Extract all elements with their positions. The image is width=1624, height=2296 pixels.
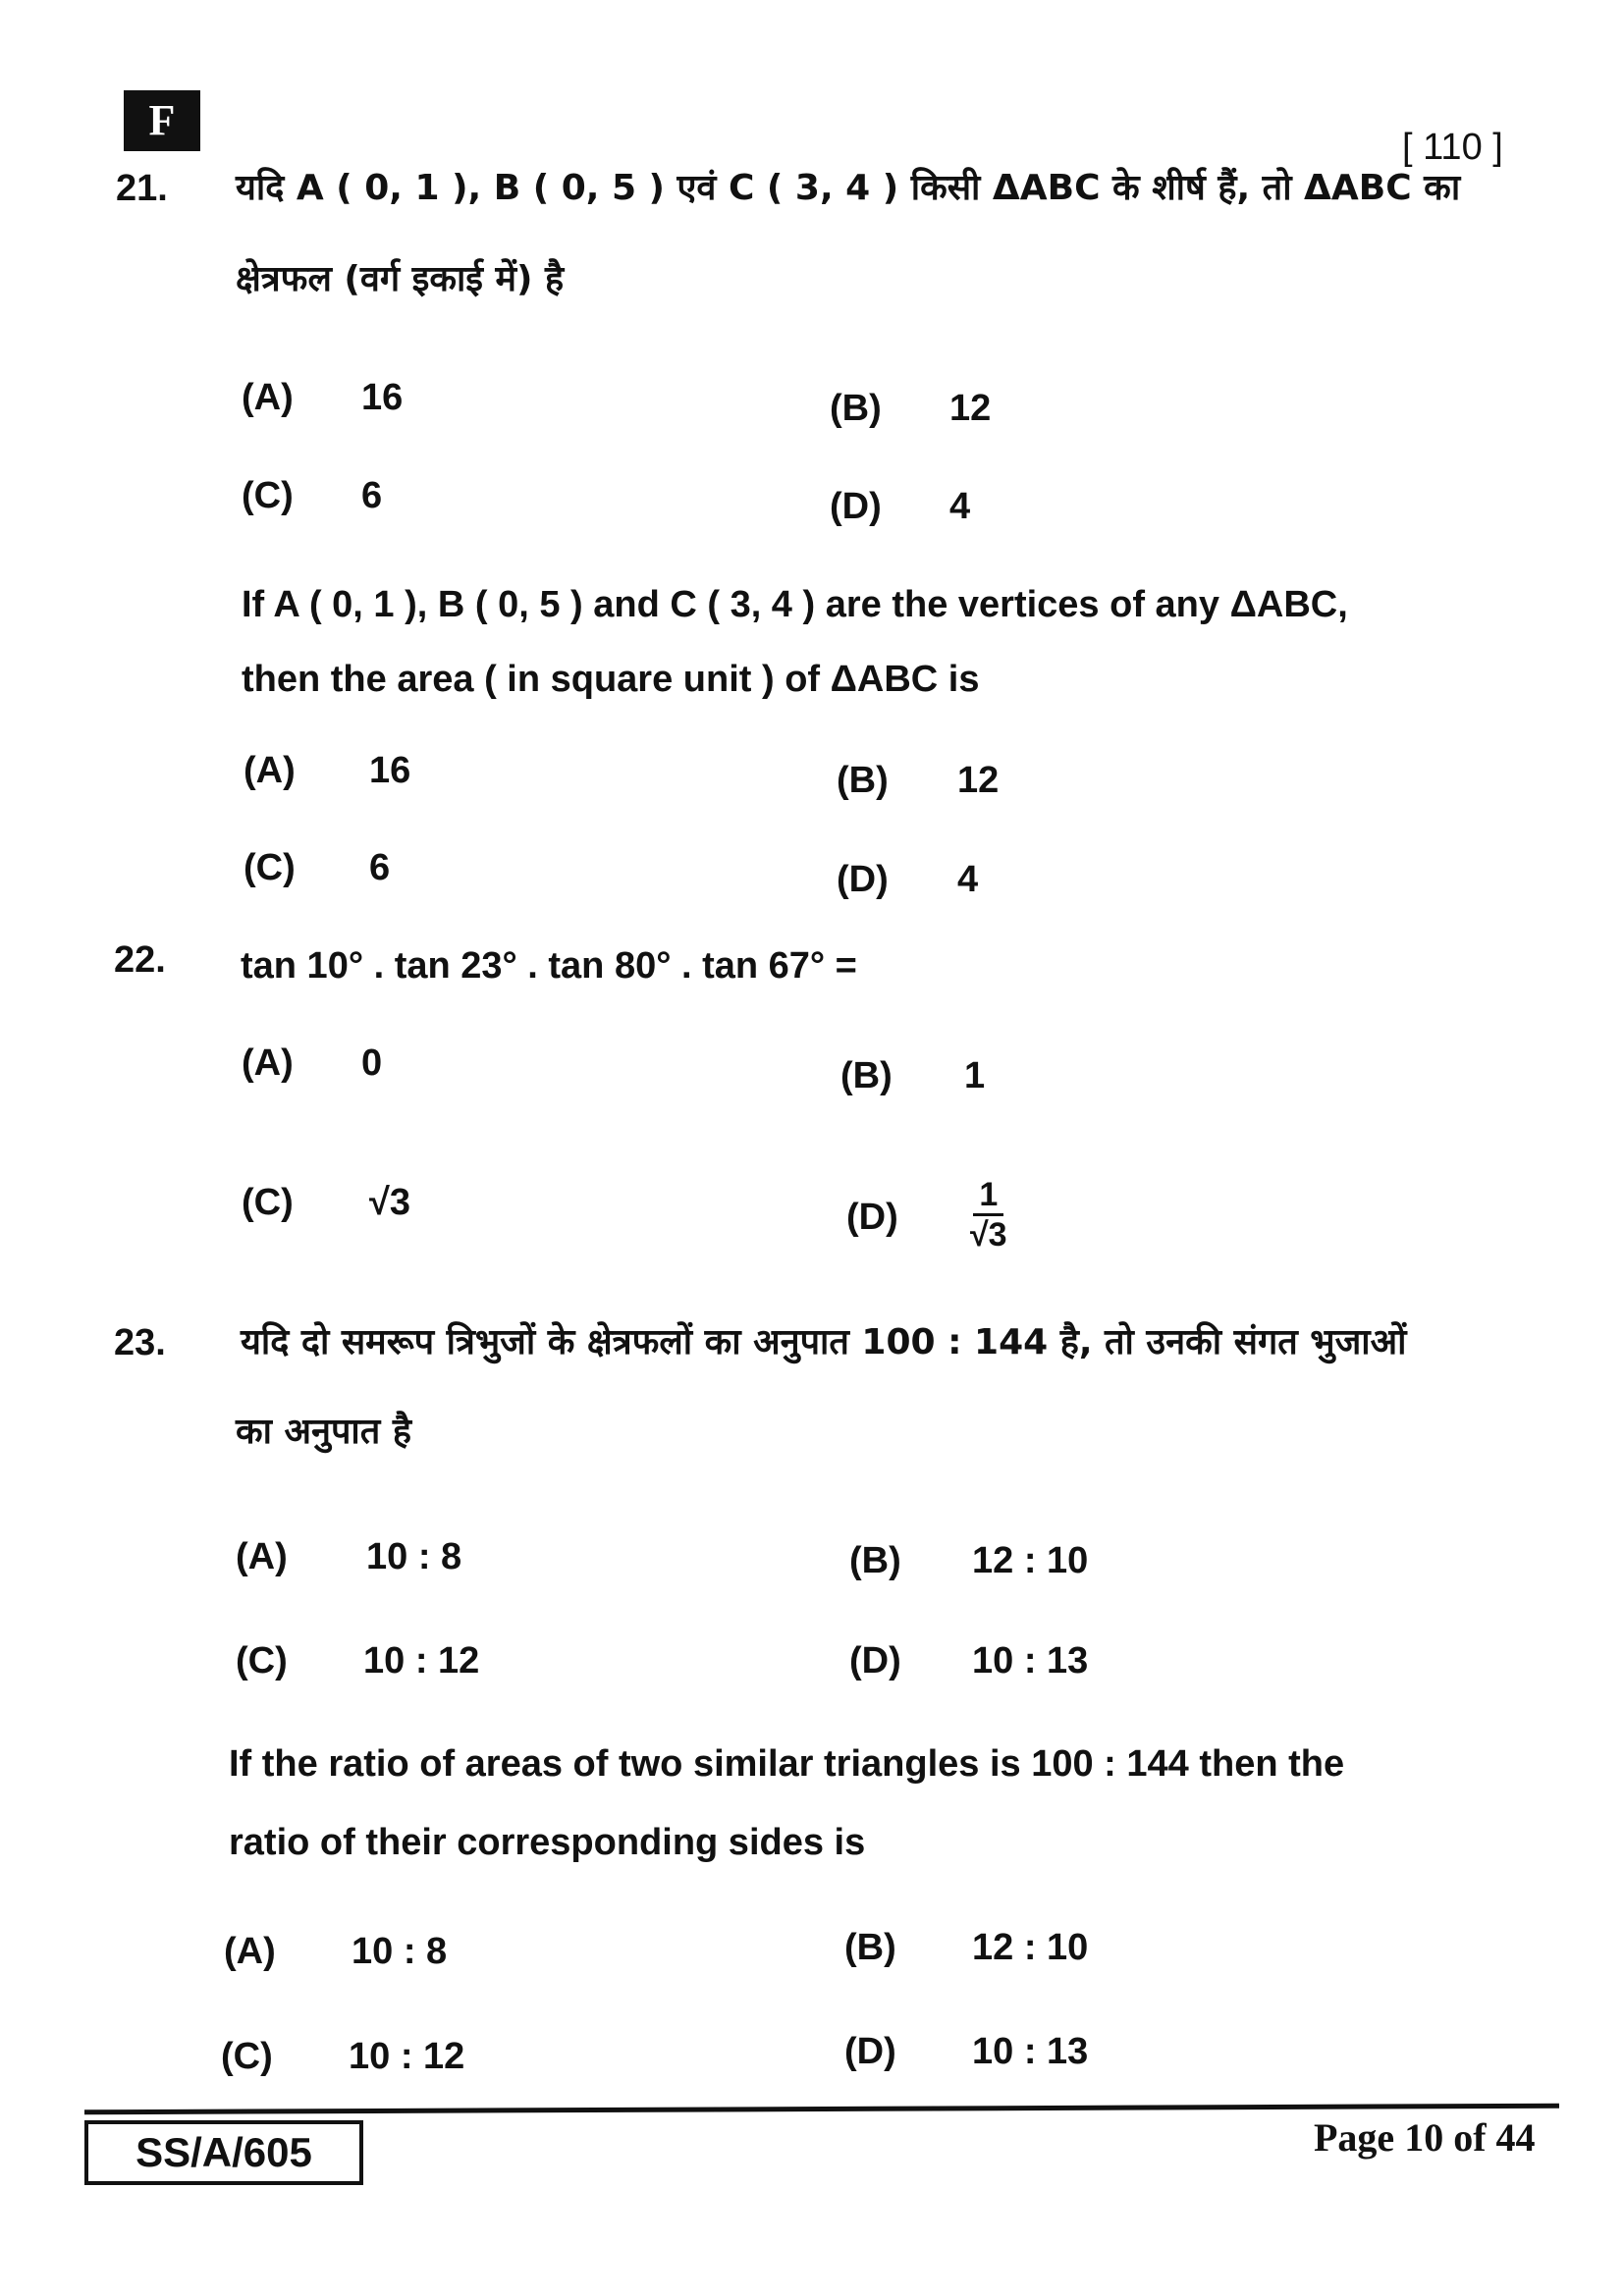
option-value: 10 : 12	[363, 1640, 480, 1682]
page-marker: [ 110 ]	[1402, 127, 1503, 168]
option-value: 1	[964, 1055, 986, 1096]
option-value: 10 : 8	[352, 1931, 448, 1972]
option-value: 10 : 13	[972, 1640, 1089, 1682]
option-value: 10 : 13	[972, 2031, 1089, 2072]
option-label: (D)	[846, 1197, 898, 1238]
q23-english-line2: ratio of their corresponding sides is	[229, 1822, 866, 1863]
option-value: 6	[361, 475, 383, 516]
option-value: √3	[369, 1182, 410, 1223]
page-number: Page 10 of 44	[1314, 2115, 1536, 2160]
question-number-21: 21.	[116, 168, 168, 209]
fraction-denominator: √3	[970, 1216, 1007, 1254]
option-value: 12 : 10	[972, 1540, 1089, 1581]
option-label: (C)	[244, 847, 296, 888]
option-label: (A)	[224, 1931, 276, 1972]
q23-hindi-line2: का अनुपात है	[236, 1412, 411, 1452]
set-label-box: F	[124, 90, 200, 151]
option-value: 12	[957, 760, 1000, 801]
option-label: (A)	[244, 750, 296, 791]
question-number-23: 23.	[114, 1322, 166, 1363]
fraction-one-over-root-three	[970, 1176, 1007, 1254]
fraction-numerator: 1	[973, 1176, 1003, 1216]
q21-english-line2: then the area ( in square unit ) of ΔABC is	[242, 659, 980, 700]
option-value: 10 : 12	[349, 2036, 465, 2077]
option-label: (A)	[236, 1536, 288, 1577]
option-value: 10 : 8	[366, 1536, 462, 1577]
option-label: (B)	[844, 1927, 896, 1968]
option-value: 16	[369, 750, 411, 791]
option-label: (C)	[242, 475, 294, 516]
option-value: 0	[361, 1042, 383, 1084]
option-label: (D)	[830, 486, 882, 527]
footer-divider	[84, 2104, 1559, 2115]
option-value: 12 : 10	[972, 1927, 1089, 1968]
option-value: 4	[957, 859, 979, 900]
option-value: 6	[369, 847, 391, 888]
option-label: (A)	[242, 1042, 294, 1084]
option-label: (B)	[840, 1055, 893, 1096]
option-label: (B)	[837, 760, 889, 801]
option-label: (D)	[837, 859, 889, 900]
q23-hindi-line1: यदि दो समरूप त्रिभुजों के क्षेत्रफलों का अनुपात 100 : 144 है, तो उनकी संगत भुजाओं	[241, 1322, 1407, 1362]
option-label: (B)	[830, 388, 882, 429]
option-label: (D)	[844, 2031, 896, 2072]
paper-code-box: SS/A/605	[84, 2120, 363, 2185]
option-value: 12	[949, 388, 992, 429]
q23-english-line1: If the ratio of areas of two similar triangles is 100 : 144 then the	[229, 1743, 1345, 1785]
q21-hindi-line2: क्षेत्रफल (वर्ग इकाई में) है	[236, 259, 565, 299]
option-label: (A)	[242, 377, 294, 418]
option-label: (B)	[849, 1540, 901, 1581]
option-value: 16	[361, 377, 404, 418]
option-label: (C)	[242, 1182, 294, 1223]
option-label: (D)	[849, 1640, 901, 1682]
option-label: (C)	[221, 2036, 273, 2077]
option-value: 4	[949, 486, 971, 527]
option-label: (C)	[236, 1640, 288, 1682]
q22-text: tan 10° . tan 23° . tan 80° . tan 67° =	[241, 945, 857, 987]
q21-english-line1: If A ( 0, 1 ), B ( 0, 5 ) and C ( 3, 4 ) are the vertices of any ΔABC,	[242, 584, 1348, 625]
q21-hindi-line1: यदि A ( 0, 1 ), B ( 0, 5 ) एवं C ( 3, 4 ) किसी ΔABC के शीर्ष हैं, तो ΔABC का	[236, 168, 1461, 208]
question-number-22: 22.	[114, 939, 166, 981]
